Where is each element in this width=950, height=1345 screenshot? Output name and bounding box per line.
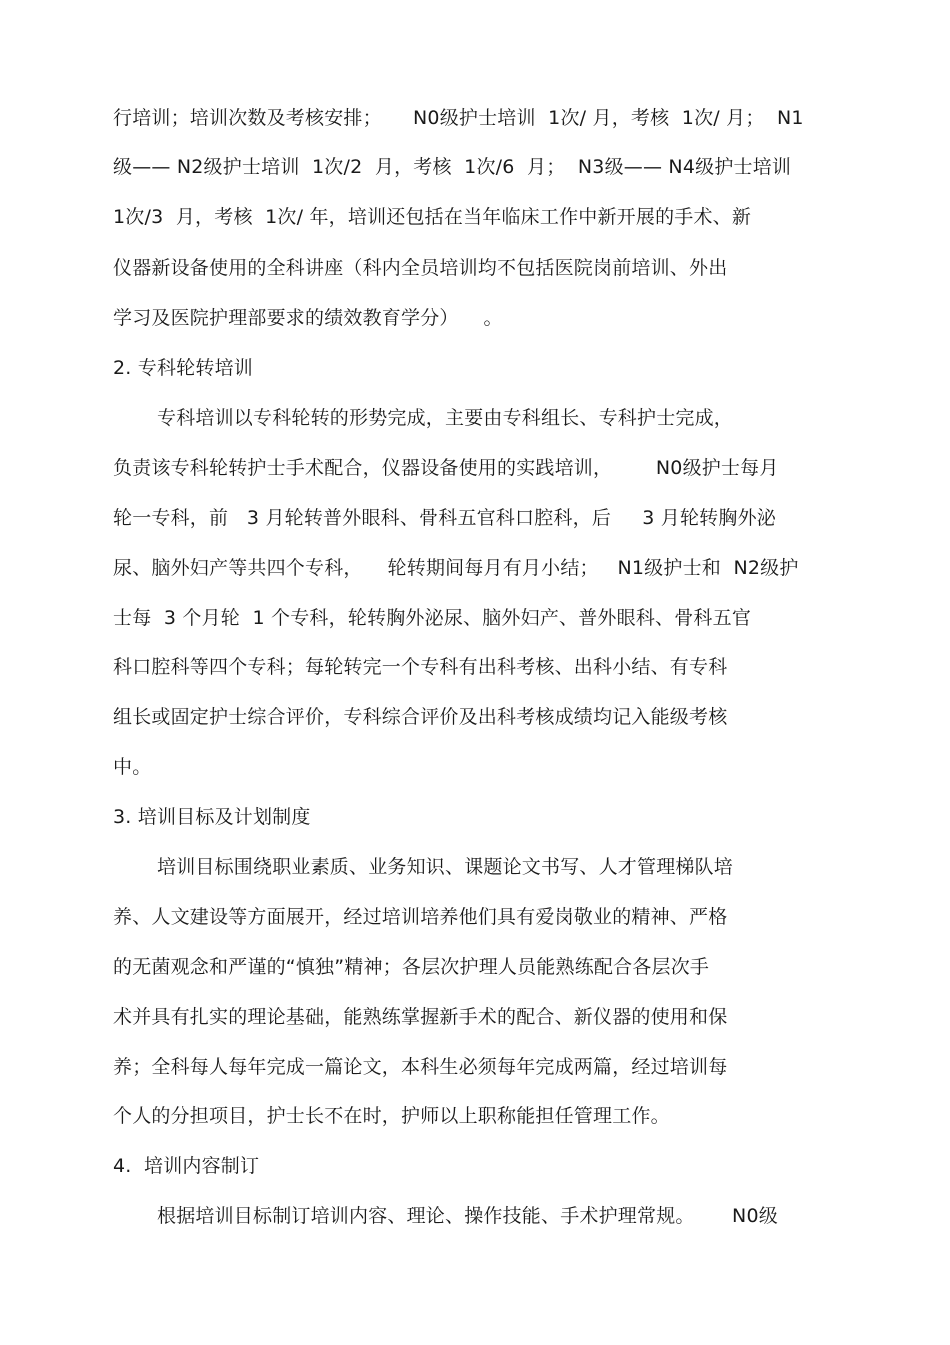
paragraph-first-line: 培训目标围绕职业素质、业务知识、课题论文书写、人才管理梯队培	[157, 856, 734, 878]
section-heading: 2. 专科轮转培训	[113, 357, 253, 379]
text-line: 养、人文建设等方面展开，经过培训培养他们具有爱岗敬业的精神、严格	[113, 906, 728, 928]
text-line: 组长或固定护士综合评价，专科综合评价及出科考核成绩均记入能级考核	[113, 706, 728, 728]
text-line: 轮一专科，前 3 月轮转普外眼科、骨科五官科口腔科，后 3 月轮转胸外泌	[113, 507, 776, 529]
section-heading: 4. 培训内容制订	[113, 1155, 260, 1177]
text-line: 行培训；培训次数及考核安排； N0级护士培训 1次/ 月，考核 1次/ 月； N1	[113, 107, 804, 129]
text-line: 尿、脑外妇产等共四个专科， 轮转期间每月有月小结； N1级护士和 N2级护	[113, 557, 799, 579]
text-line: 1次/3 月，考核 1次/ 年，培训还包括在当年临床工作中新开展的手术、新	[113, 206, 752, 228]
text-line: 科口腔科等四个专科；每轮转完一个专科有出科考核、出科小结、有专科	[113, 656, 728, 678]
section-heading: 3. 培训目标及计划制度	[113, 806, 311, 828]
paragraph-first-line: 专科培训以专科轮转的形势完成，主要由专科组长、专科护士完成，	[157, 407, 734, 429]
text-line: 学习及医院护理部要求的绩效教育学分） 。	[113, 307, 503, 329]
text-line: 中。	[113, 756, 152, 778]
paragraph-first-line: 根据培训目标制订培训内容、理论、操作技能、手术护理常规。 N0级	[157, 1205, 778, 1227]
text-line: 的无菌观念和严谨的“慎独”精神；各层次护理人员能熟练配合各层次手	[113, 956, 710, 978]
text-line: 仪器新设备使用的全科讲座（科内全员培训均不包括医院岗前培训、外出	[113, 257, 728, 279]
text-line: 养；全科每人每年完成一篇论文，本科生必须每年完成两篇，经过培训每	[113, 1056, 728, 1078]
text-line: 级—— N2级护士培训 1次/2 月，考核 1次/6 月； N3级—— N4级护士培训	[113, 156, 792, 178]
text-line: 士每 3 个月轮 1 个专科，轮转胸外泌尿、脑外妇产、普外眼科、骨科五官	[113, 607, 752, 629]
text-line: 术并具有扎实的理论基础，能熟练掌握新手术的配合、新仪器的使用和保	[113, 1006, 728, 1028]
text-line: 个人的分担项目，护士长不在时，护师以上职称能担任管理工作。	[113, 1105, 670, 1127]
text-line: 负责该专科轮转护士手术配合，仪器设备使用的实践培训， N0级护士每月	[113, 457, 779, 479]
